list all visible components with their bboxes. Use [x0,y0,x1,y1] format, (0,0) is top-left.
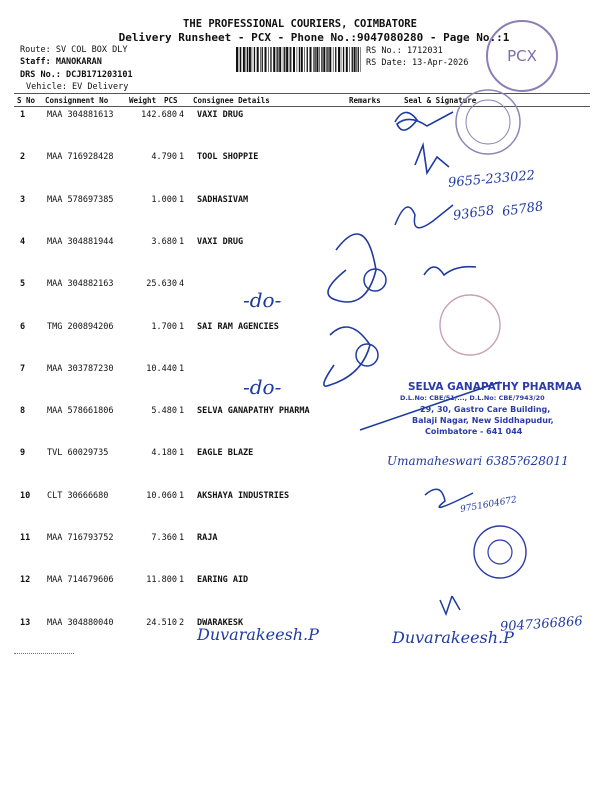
row-pcs: 1 [179,406,185,417]
row9-handwriting: Umamaheswari 6385?628011 [387,454,569,468]
row-weight: 7.360 [151,533,177,543]
drs-no: DRS No.: DCJB171203101 [20,70,133,80]
row-pcs: 1 [179,236,185,247]
row-consignee: TOOL SHOPPIE [197,152,259,163]
row-sno: 2 [20,152,26,163]
row-pcs: 2 [179,617,185,628]
pharma-stamp-addr1: 29, 30, Gastro Care Building, [420,405,551,414]
row-consignment: TMG 200894206 [47,321,114,332]
row-consignee: SADHASIVAM [197,194,249,205]
row-consignee: VAXI DRUG [197,236,244,247]
col-seal: Seal & Signature [404,96,477,105]
row-sno: 5 [20,279,26,290]
row-consignee: VAXI DRUG [197,110,244,120]
row-pcs: 1 [179,194,185,205]
row-pcs: 4 [179,110,185,120]
staff: Staff: MANOKARAN [20,57,102,67]
row-sno: 12 [20,575,31,586]
row-sno: 9 [20,448,26,459]
col-consignee: Consignee Details [193,96,270,105]
phone-row3a: 93658 [452,203,496,224]
row-weight: 3.680 [151,236,177,247]
row-weight: 10.060 [146,490,177,501]
row-consignment: MAA 714679606 [47,575,114,586]
row-consignment: MAA 303787230 [47,363,114,374]
row-consignment: CLT 30666680 [47,490,109,501]
row-sno: 7 [20,363,26,374]
row-consignment: MAA 716793752 [47,533,114,543]
signature-row5 [424,267,476,275]
row-sno: 4 [20,236,26,247]
row-weight: 11.800 [146,575,177,586]
pharma-stamp-addr2: Balaji Nagar, New Siddhapudur, [412,416,554,425]
row-consignee: SAI RAM AGENCIES [197,321,279,332]
row-sno: 6 [20,321,26,332]
row-pcs: 4 [179,279,185,290]
row-pcs: 1 [179,448,185,459]
col-pcs: PCS [164,96,178,105]
row-sno: 3 [20,194,26,205]
col-consignment: Consignment No [45,96,109,105]
pcx-stamp-text: PCX [507,47,537,65]
row-consignment: MAA 304881944 [47,236,114,247]
col-sno: S No [17,96,36,105]
col-remarks: Remarks [349,96,381,105]
signature-row2 [415,145,449,173]
row-weight: 24.510 [146,617,177,628]
phone-row13: 9047366866 [499,614,584,635]
pharma-stamp-dl: D.L.No: CBE/51/..., D.L.No: CBE/7943/20 [400,394,545,402]
bracket-scribble-1 [328,234,376,302]
row-consignee: AKSHAYA INDUSTRIES [197,490,290,501]
row-consignee: SELVA GANAPATHY PHARMA [197,406,310,417]
col-weight: Weight [129,96,157,105]
ditto-mark-2: -do- [243,375,282,399]
row-consignment: MAA 578697385 [47,194,114,205]
row-weight: 142.680 [141,110,177,120]
company-title: THE PROFESSIONAL COURIERS, COIMBATORE [183,18,417,30]
rs-no: RS No.: 1712031 [366,46,443,56]
row-weight: 5.480 [151,406,177,417]
row-consignee: RAJA [197,533,218,543]
phone-row3b: 65788 [501,199,545,220]
phone-row2: 9655-233022 [447,168,536,191]
row-weight: 10.440 [146,363,177,374]
row-sno: 11 [20,533,31,543]
row-weight: 4.790 [151,152,177,163]
receiver-name-row13-right: Duvarakeesh.P [392,628,514,647]
pharma-stamp-name: SELVA GANAPATHY PHARMAA [408,381,582,393]
vehicle: Vehicle: EV Delivery [26,82,129,92]
row-pcs: 1 [179,363,185,374]
row-consignment: TVL 60029735 [47,448,109,459]
row-weight: 4.180 [151,448,177,459]
row-sno: 8 [20,406,26,417]
row-consignment: MAA 304882163 [47,279,114,290]
round-seal-3 [474,526,526,578]
row-pcs: 1 [179,575,185,586]
row-sno: 1 [20,110,26,120]
row-sno: 13 [20,617,31,628]
signature-row13 [440,596,460,614]
route: Route: SV COL BOX DLY [20,45,128,55]
bracket-scribble-2 [324,327,370,386]
row-pcs: 1 [179,321,185,332]
pharma-stamp-addr3: Coimbatore - 641 044 [425,427,523,436]
phone-row10: 9751604672 [459,495,518,515]
row-consignee: DWARAKESK [197,617,244,628]
row-weight: 1.000 [151,194,177,205]
row-pcs: 1 [179,533,185,543]
signature-row3 [395,205,453,228]
signature-row1 [395,112,453,130]
row-pcs: 1 [179,490,185,501]
ditto-mark-1: -do- [243,288,282,312]
round-seal-2 [440,295,500,355]
row-consignment: MAA 578661806 [47,406,114,417]
row-consignment: MAA 304880040 [47,617,114,628]
runsheet-title: Delivery Runsheet - PCX - Phone No.:9047080280 - Page No.:1 [118,31,510,44]
row-sno: 10 [20,490,31,501]
row-pcs: 1 [179,152,185,163]
round-seal-3-inner [488,540,512,564]
row-consignee: EARING AID [197,575,249,586]
row-consignment: MAA 304881613 [47,110,114,120]
row-weight: 25.630 [146,279,177,290]
receiver-name-row13: Duvarakeesh.P [197,625,319,644]
rs-date: RS Date: 13-Apr-2026 [366,58,469,68]
row-consignee: EAGLE BLAZE [197,448,254,459]
row-consignment: MAA 716928428 [47,152,114,163]
round-seal-1-inner [466,100,510,144]
row-weight: 1.700 [151,321,177,332]
